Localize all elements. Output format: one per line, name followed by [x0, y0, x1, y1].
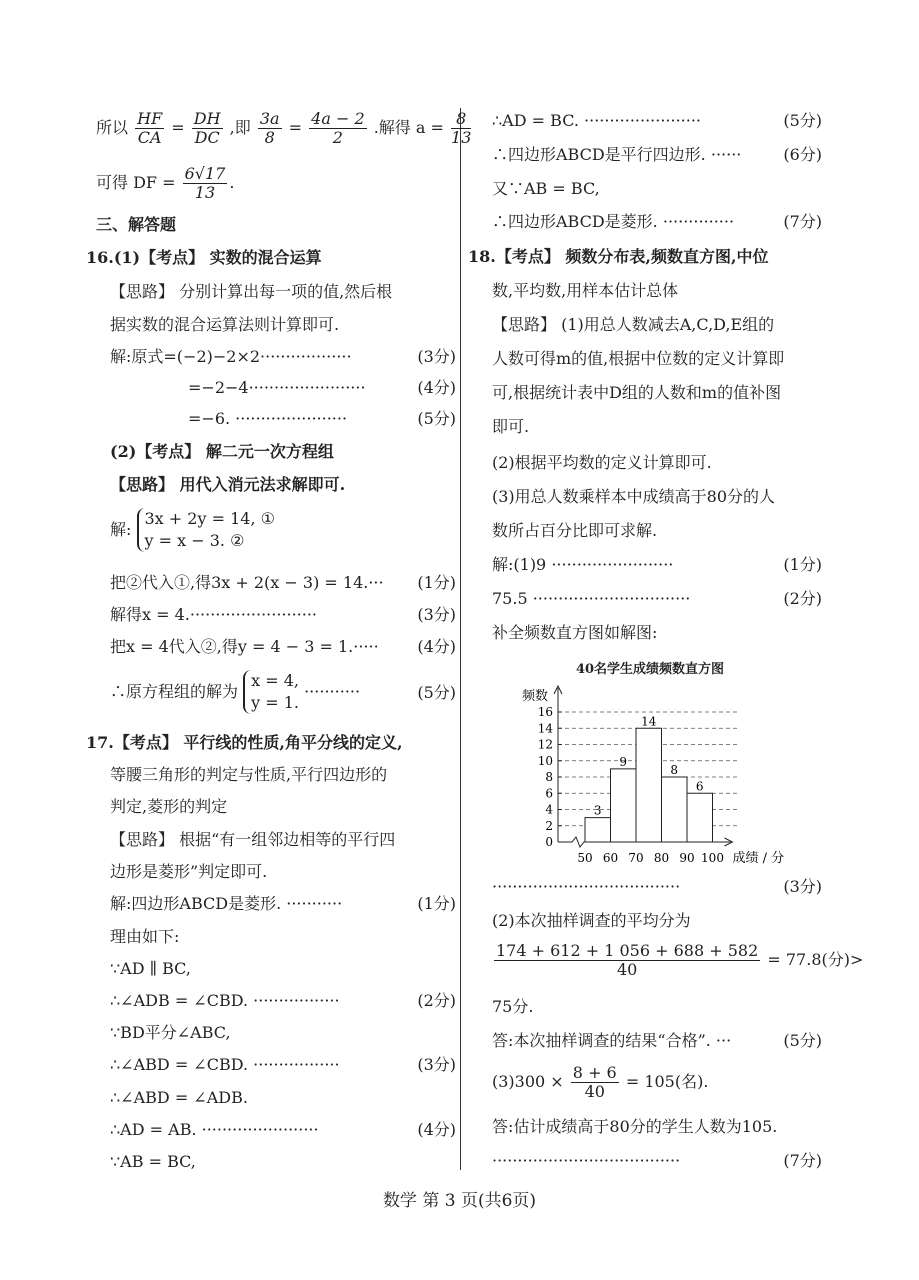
q16b-head: (2)【考点】 解二元一次方程组 [110, 442, 334, 461]
q18-step-3: 补全频数直方图如解图: [492, 623, 658, 642]
q18-step-9: 答:估计成绩高于80分的学生人数为105. [492, 1117, 778, 1136]
q18-step-8: (3)300 × $\frac{8 + 6}{40}$ = 105(名). [492, 1063, 709, 1101]
histogram-bar [611, 769, 637, 842]
q18-step-10: ····································· (7分) [492, 1151, 822, 1170]
q18-mean-fraction: $\frac{174 + 612 + 1 056 + 688 + 582}{40}$ = 77.8(分)> [496, 941, 864, 979]
q17-silu-1: 【思路】 根据“有一组邻边相等的平行四 [110, 830, 396, 849]
histogram-chart [510, 678, 810, 868]
histogram-bar [636, 728, 662, 842]
y-tick-label: 10 [537, 753, 553, 768]
q17-step-11: ∴四边形ABCD是平行四边形. ······ (6分) [492, 145, 822, 164]
q18-silu-3: 可,根据统计表中D组的人数和m的值补图 [492, 383, 782, 402]
q18-silu-4: 即可. [492, 417, 530, 436]
q17-step-8: ∴AD = AB. ······················· (4分) [110, 1120, 456, 1139]
y-tick-label: 0 [545, 835, 553, 849]
histogram-bar [585, 818, 611, 842]
y-tick-label: 6 [545, 786, 553, 801]
q16-step-1: 解:原式=(−2)−2×2·················· (3分) [110, 347, 456, 366]
x-tick-label: 50 [577, 851, 593, 865]
chart-title: 40名学生成绩频数直方图 [575, 662, 725, 677]
q17-step-6: ∴∠ABD = ∠CBD. ················· (3分) [110, 1055, 456, 1074]
x-tick-label: 70 [628, 851, 644, 865]
q18-silu-2: 人数可得m的值,根据中位数的定义计算即 [492, 349, 785, 368]
q16b-step-3: 把x = 4代入②,得y = 4 − 3 = 1.····· (4分) [110, 637, 456, 656]
bar-value-label: 9 [619, 754, 628, 769]
df-result: 可得 DF = $\frac{6√17}{13}$ . [96, 164, 235, 202]
page-footer: 数学 第 3 页(共6页) [382, 1191, 537, 1211]
q18-step-5: (2)本次抽样调查的平均分为 [492, 911, 691, 930]
q17-head-2: 等腰三角形的判定与性质,平行四边形的 [110, 765, 388, 784]
q18-step-7: 答:本次抽样调查的结果“合格”. ··· (5分) [492, 1031, 822, 1050]
ratio-equation: 所以 $\frac{HF}{CA}$ = $\frac{DH}{DC}$ ,即 $\frac{3a}{8}$ = $\frac{4a - 2}{2}$ .解得 a = $\frac{8}{13}$ [96, 109, 472, 147]
x-tick-label: 90 [679, 851, 695, 865]
bar-value-label: 6 [695, 779, 704, 794]
q17-step-13: ∴四边形ABCD是菱形. ·············· (7分) [492, 212, 822, 231]
x-tick-label: 60 [602, 851, 619, 865]
q18-step-2: 75.5 ······························· (2分) [492, 589, 822, 608]
q16b-step-2: 解得x = 4.························· (3分) [110, 605, 456, 624]
q18-silu-1: 【思路】 (1)用总人数减去A,C,D,E组的 [492, 315, 775, 334]
q16b-system: 解: 3x + 2y = 14, ① y = x − 3. ② [110, 509, 275, 550]
bar-value-label: 14 [641, 714, 657, 729]
q16b-silu: 【思路】 用代入消元法求解即可. [110, 475, 346, 494]
x-axis-label: 成绩 / 分 [732, 851, 785, 866]
q18-silu-7: 数所占百分比即可求解. [492, 521, 658, 540]
column-divider [460, 108, 461, 1170]
x-tick-label: 80 [653, 851, 670, 865]
q16b-step-1: 把②代入①,得3x + 2(x − 3) = 14.··· (1分) [110, 573, 456, 592]
y-tick-label: 4 [545, 802, 553, 817]
q17-step-3: ∵AD ∥ BC, [110, 959, 191, 978]
section-heading: 三、解答题 [96, 215, 177, 234]
x-tick-label: 100 [701, 851, 724, 865]
histogram-bar [687, 793, 713, 842]
q16-head: 16.(1)【考点】 实数的混合运算 [86, 248, 322, 267]
q18-silu-5: (2)根据平均数的定义计算即可. [492, 453, 712, 472]
y-tick-label: 8 [545, 770, 553, 784]
y-tick-label: 16 [537, 705, 553, 719]
q16-step-3: =−6. ······················ (5分) [188, 409, 456, 428]
bar-value-label: 3 [593, 803, 602, 818]
q18-step-1: 解:(1)9 ························ (1分) [492, 555, 822, 574]
histogram-bar [662, 777, 688, 842]
q17-step-5: ∵BD平分∠ABC, [110, 1023, 231, 1042]
q17-step-7: ∴∠ABD = ∠ADB. [110, 1088, 248, 1107]
q16-step-2: =−2−4······················· (4分) [188, 378, 456, 397]
y-tick-label: 2 [545, 818, 553, 833]
q16-silu-1: 【思路】 分别计算出每一项的值,然后根 [110, 282, 393, 301]
q17-step-9: ∵AB = BC, [110, 1152, 196, 1171]
q17-head-3: 判定,菱形的判定 [110, 797, 228, 816]
y-tick-label: 12 [537, 737, 553, 752]
q17-silu-2: 边形是菱形”判定即可. [110, 862, 268, 881]
q18-step-4: ····································· (3分) [492, 877, 822, 896]
bar-value-label: 8 [670, 763, 679, 777]
q17-step-2: 理由如下: [110, 927, 180, 946]
q17-step-1: 解:四边形ABCD是菱形. ··········· (1分) [110, 894, 456, 913]
q17-step-12: 又∵AB = BC, [492, 179, 600, 198]
q17-head: 17.【考点】 平行线的性质,角平分线的定义, [86, 733, 403, 752]
q18-head-2: 数,平均数,用样本估计总体 [492, 281, 679, 300]
y-tick-label: 14 [537, 721, 553, 736]
q17-step-4: ∴∠ADB = ∠CBD. ················· (2分) [110, 991, 456, 1010]
q16b-solution: ∴原方程组的解为 x = 4, y = 1. ··········· (5分) [110, 671, 456, 712]
q18-silu-6: (3)用总人数乘样本中成绩高于80分的人 [492, 487, 776, 506]
q18-head: 18.【考点】 频数分布表,频数直方图,中位 [468, 247, 769, 266]
q16-silu-2: 据实数的混合运算法则计算即可. [110, 315, 340, 334]
y-axis-label: 频数 [522, 689, 549, 704]
q18-step-6: 75分. [492, 997, 534, 1016]
q17-step-10: ∴AD = BC. ······················· (5分) [492, 111, 822, 130]
